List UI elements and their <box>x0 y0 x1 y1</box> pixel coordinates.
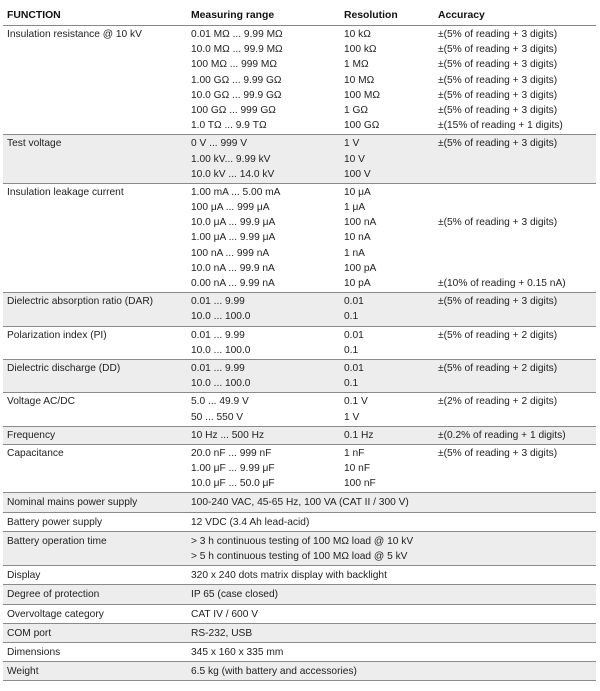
table-row <box>3 531 596 565</box>
blank-line <box>438 343 592 358</box>
resolution-cell <box>340 135 434 184</box>
range-cell <box>187 293 340 326</box>
function-cell: Insulation resistance @ 10 kV <box>3 26 187 135</box>
resolution-cell-line: 0.1 <box>344 311 359 323</box>
function-cell: Frequency <box>3 426 187 444</box>
range-cell-line: 0.01 MΩ ... 9.99 MΩ <box>191 29 283 40</box>
accuracy-cell-line: ±(2% of reading + 2 digits) <box>438 396 558 408</box>
resolution-cell <box>340 426 434 444</box>
accuracy-cell-line: ±(5% of reading + 3 digits) <box>438 89 558 101</box>
range-cell-line: 100 μA ... 999 μA <box>191 202 270 214</box>
range-cell-line: 1.00 μF ... 9.99 μF <box>191 463 275 475</box>
resolution-cell-line: 10 nF <box>344 463 371 475</box>
resolution-cell <box>340 26 434 135</box>
blank-line <box>438 476 592 491</box>
header-row <box>3 5 596 26</box>
accuracy-cell <box>434 135 596 184</box>
resolution-cell-line: 1 V <box>344 138 360 150</box>
resolution-cell-line: 1 MΩ <box>344 59 369 71</box>
accuracy-cell-line: ±(5% of reading + 3 digits) <box>438 29 558 40</box>
range-cell <box>187 135 340 184</box>
range-cell <box>187 426 340 444</box>
spec-value-cell <box>187 512 596 531</box>
accuracy-cell <box>434 426 596 444</box>
resolution-cell-line: 100 pA <box>344 262 377 274</box>
table-row <box>3 393 596 426</box>
spec-value-cell <box>187 604 596 623</box>
spec-table-container <box>3 5 596 681</box>
resolution-cell-line: 100 nF <box>344 478 376 490</box>
resolution-cell-line: 10 MΩ <box>344 74 375 86</box>
function-cell: COM port <box>3 623 187 642</box>
resolution-cell-line: 0.01 <box>344 329 364 341</box>
table-row <box>3 444 596 493</box>
blank-line <box>438 246 592 261</box>
accuracy-cell-line: ±(15% of reading + 1 digits) <box>438 120 563 132</box>
spec-value-cell-line: 100-240 VAC, 45-65 Hz, 100 VA (CAT II / 300 V) <box>191 497 409 509</box>
range-cell-line: 10.0 μA ... 99.9 μA <box>191 217 276 229</box>
range-cell-line: 10.0 ... 100.0 <box>191 311 251 323</box>
specifications-table <box>3 5 596 681</box>
accuracy-cell <box>434 444 596 493</box>
spec-value-cell <box>187 643 596 662</box>
range-cell-line: 0.01 ... 9.99 <box>191 362 245 374</box>
range-cell-line: 1.00 mA ... 5.00 mA <box>191 186 281 198</box>
range-cell-line: 100 MΩ ... 999 MΩ <box>191 59 278 71</box>
accuracy-cell-line: ±(5% of reading + 3 digits) <box>438 74 558 86</box>
table-row <box>3 135 596 184</box>
resolution-cell-line: 0.1 V <box>344 396 368 408</box>
table-row <box>3 293 596 326</box>
function-cell: Degree of protection <box>3 585 187 604</box>
range-cell-line: 10.0 MΩ ... 99.9 MΩ <box>191 44 283 56</box>
accuracy-cell-line: ±(5% of reading + 3 digits) <box>438 296 558 308</box>
range-cell-line: 0 V ... 999 V <box>191 138 248 150</box>
table-row <box>3 183 596 292</box>
resolution-cell-line: 10 μA <box>344 186 371 198</box>
function-cell: Display <box>3 566 187 585</box>
accuracy-cell-line: ±(5% of reading + 3 digits) <box>438 59 558 71</box>
blank-line <box>438 410 592 425</box>
range-cell-line: 0.00 nA ... 9.99 nA <box>191 278 275 289</box>
function-cell: Dielectric discharge (DD) <box>3 359 187 392</box>
accuracy-cell-line: ±(5% of reading + 2 digits) <box>438 329 558 341</box>
spec-value-cell-line: IP 65 (case closed) <box>191 589 279 601</box>
resolution-cell-line: 10 kΩ <box>344 29 371 40</box>
table-body <box>3 26 596 681</box>
spec-value-cell-line: 345 x 160 x 335 mm <box>191 647 284 659</box>
function-cell: Weight <box>3 662 187 681</box>
range-cell <box>187 444 340 493</box>
accuracy-cell-line: ±(10% of reading + 0.15 nA) <box>438 278 566 289</box>
resolution-cell-line: 100 kΩ <box>344 44 377 56</box>
resolution-cell-line: 100 V <box>344 168 371 180</box>
table-row <box>3 512 596 531</box>
spec-value-cell-line: > 5 h continuous testing of 100 MΩ load @ 5 kV <box>191 551 408 563</box>
range-cell <box>187 183 340 292</box>
range-cell-line: 100 GΩ ... 999 GΩ <box>191 104 276 116</box>
function-cell: Voltage AC/DC <box>3 393 187 426</box>
range-cell-line: 1.00 kV... 9.99 kV <box>191 153 271 165</box>
function-cell: Nominal mains power supply <box>3 493 187 512</box>
range-cell-line: 1.0 TΩ ... 9.9 TΩ <box>191 120 267 132</box>
table-row <box>3 585 596 604</box>
blank-line <box>438 261 592 276</box>
function-cell: Polarization index (PI) <box>3 326 187 359</box>
resolution-cell-line: 100 GΩ <box>344 120 380 132</box>
resolution-cell <box>340 444 434 493</box>
spec-value-cell-line: 12 VDC (3.4 Ah lead-acid) <box>191 516 310 528</box>
resolution-cell-line: 10 pA <box>344 278 371 289</box>
range-cell <box>187 326 340 359</box>
accuracy-cell-line: ±(5% of reading + 3 digits) <box>438 104 558 116</box>
range-cell-line: 10.0 GΩ ... 99.9 GΩ <box>191 89 282 101</box>
resolution-cell <box>340 183 434 292</box>
range-cell-line: 5.0 ... 49.9 V <box>191 396 249 408</box>
table-row <box>3 662 596 681</box>
table-row <box>3 426 596 444</box>
header-accuracy: Accuracy <box>434 5 596 26</box>
resolution-cell-line: 0.01 <box>344 362 364 374</box>
blank-line <box>438 230 592 245</box>
range-cell-line: 1.00 μA ... 9.99 μA <box>191 232 276 244</box>
range-cell-line: 10.0 nA ... 99.9 nA <box>191 262 275 274</box>
spec-value-cell <box>187 585 596 604</box>
spec-value-cell-line: CAT IV / 600 V <box>191 608 259 620</box>
resolution-cell-line: 1 μA <box>344 202 366 214</box>
resolution-cell-line: 0.1 Hz <box>344 429 374 441</box>
accuracy-cell <box>434 326 596 359</box>
blank-line <box>438 167 592 182</box>
resolution-cell-line: 0.01 <box>344 296 364 308</box>
range-cell-line: 10.0 kV ... 14.0 kV <box>191 168 275 180</box>
accuracy-cell-line: ±(5% of reading + 3 digits) <box>438 447 558 459</box>
spec-value-cell <box>187 662 596 681</box>
header-resolution: Resolution <box>340 5 434 26</box>
accuracy-cell-line: ±(5% of reading + 2 digits) <box>438 362 558 374</box>
resolution-cell <box>340 293 434 326</box>
table-row <box>3 493 596 512</box>
accuracy-cell-line: ±(5% of reading + 3 digits) <box>438 138 558 150</box>
resolution-cell-line: 1 nF <box>344 447 365 459</box>
range-cell-line: 0.01 ... 9.99 <box>191 329 245 341</box>
resolution-cell-line: 1 GΩ <box>344 104 369 116</box>
table-row <box>3 604 596 623</box>
spec-value-cell <box>187 623 596 642</box>
resolution-cell-line: 0.1 <box>344 378 359 390</box>
table-row <box>3 623 596 642</box>
header-function: FUNCTION <box>3 5 187 26</box>
accuracy-cell <box>434 26 596 135</box>
resolution-cell-line: 10 V <box>344 153 365 165</box>
range-cell <box>187 359 340 392</box>
range-cell-line: 10.0 μF ... 50.0 μF <box>191 478 275 490</box>
table-row <box>3 359 596 392</box>
function-cell: Battery power supply <box>3 512 187 531</box>
resolution-cell-line: 0.1 <box>344 344 359 356</box>
range-cell <box>187 26 340 135</box>
resolution-cell-line: 100 nA <box>344 217 377 229</box>
resolution-cell <box>340 359 434 392</box>
function-cell: Overvoltage category <box>3 604 187 623</box>
range-cell-line: 10 Hz ... 500 Hz <box>191 429 265 441</box>
function-cell: Dimensions <box>3 643 187 662</box>
range-cell-line: 1.00 GΩ ... 9.99 GΩ <box>191 74 282 86</box>
blank-line <box>438 461 592 476</box>
accuracy-cell <box>434 393 596 426</box>
resolution-cell-line: 10 nA <box>344 232 371 244</box>
accuracy-cell <box>434 359 596 392</box>
blank-line <box>438 200 592 215</box>
spec-value-cell-line: 6.5 kg (with battery and accessories) <box>191 666 357 678</box>
resolution-cell <box>340 326 434 359</box>
spec-value-cell <box>187 493 596 512</box>
function-cell: Battery operation time <box>3 531 187 565</box>
blank-line <box>438 152 592 167</box>
function-cell: Dielectric absorption ratio (DAR) <box>3 293 187 326</box>
header-measuring-range: Measuring range <box>187 5 340 26</box>
accuracy-cell-line: ±(0.2% of reading + 1 digits) <box>438 429 566 441</box>
range-cell <box>187 393 340 426</box>
range-cell-line: 10.0 ... 100.0 <box>191 378 251 390</box>
function-cell: Insulation leakage current <box>3 183 187 292</box>
blank-line <box>438 309 592 324</box>
spec-value-cell <box>187 531 596 565</box>
table-row <box>3 566 596 585</box>
spec-value-cell-line: RS-232, USB <box>191 627 253 639</box>
spec-value-cell <box>187 566 596 585</box>
table-row <box>3 26 596 135</box>
resolution-cell <box>340 393 434 426</box>
range-cell-line: 50 ... 550 V <box>191 411 244 423</box>
range-cell-line: 10.0 ... 100.0 <box>191 344 251 356</box>
table-row <box>3 643 596 662</box>
function-cell: Test voltage <box>3 135 187 184</box>
blank-line <box>438 185 592 200</box>
resolution-cell-line: 1 nA <box>344 247 365 259</box>
spec-value-cell-line: 320 x 240 dots matrix display with backlight <box>191 570 387 582</box>
resolution-cell-line: 1 V <box>344 411 360 423</box>
range-cell-line: 100 nA ... 999 nA <box>191 247 270 259</box>
table-row <box>3 326 596 359</box>
spec-value-cell-line: > 3 h continuous testing of 100 MΩ load @ 10 kV <box>191 535 414 547</box>
resolution-cell-line: 100 MΩ <box>344 89 380 101</box>
range-cell-line: 0.01 ... 9.99 <box>191 296 245 308</box>
function-cell: Capacitance <box>3 444 187 493</box>
accuracy-cell-line: ±(5% of reading + 3 digits) <box>438 44 558 56</box>
range-cell-line: 20.0 nF ... 999 nF <box>191 447 272 459</box>
accuracy-cell-line: ±(5% of reading + 3 digits) <box>438 217 558 229</box>
accuracy-cell <box>434 293 596 326</box>
accuracy-cell <box>434 183 596 292</box>
blank-line <box>438 376 592 391</box>
